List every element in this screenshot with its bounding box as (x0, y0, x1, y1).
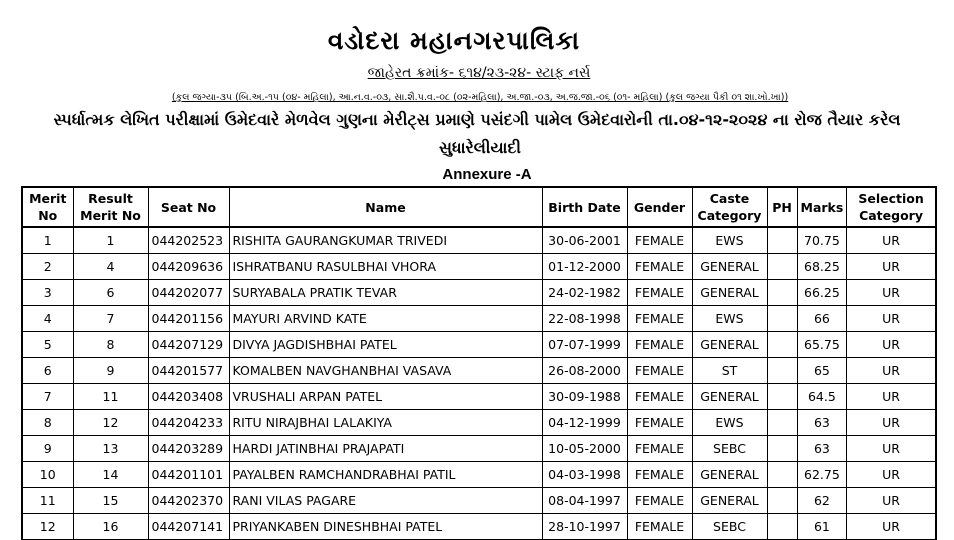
cell-ph (767, 358, 797, 384)
cell-selection-category: UR (847, 384, 936, 410)
cell-seat-no: 044201577 (148, 358, 229, 384)
table-row (22, 358, 936, 384)
cell-caste-category: EWS (692, 227, 767, 254)
table-row (22, 227, 936, 254)
header-name: Name (229, 187, 542, 227)
table-row (22, 410, 936, 436)
table-row (22, 384, 936, 410)
cell-seat-no: 044202523 (148, 227, 229, 254)
annexure-label: Annexure -A (442, 166, 532, 183)
cell-selection-category: UR (847, 462, 936, 488)
cell-birth-date: 08-04-1997 (542, 488, 627, 514)
cell-marks: 62 (797, 488, 847, 514)
table-row (22, 514, 936, 540)
cell-name: VRUSHALI ARPAN PATEL (229, 384, 542, 410)
cell-marks: 66.25 (797, 280, 847, 306)
cell-marks: 62.75 (797, 462, 847, 488)
cell-ph (767, 332, 797, 358)
cell-marks: 65 (797, 358, 847, 384)
cell-birth-date: 28-10-1997 (542, 514, 627, 540)
cell-caste-category: ST (692, 358, 767, 384)
cell-marks: 66 (797, 306, 847, 332)
cell-gender: FEMALE (627, 280, 692, 306)
cell-result-merit-no: 1 (73, 227, 148, 254)
cell-caste-category: EWS (692, 306, 767, 332)
cell-name: MAYURI ARVIND KATE (229, 306, 542, 332)
cell-gender: FEMALE (627, 227, 692, 254)
posts-breakup: (કુલ જગ્યા-૩૫ (બિ.અ.-૧૫ (૦૪- મહિલા), આ.ન.વ.-૦૩, સા.શૈ.પ.વ.-૦૮ (૦૨-મહિલા), અ.જા.-૦૩, અ.જ.જા.-૦૬ (૦૧- મહિલા) (કુલ જગ્યા પૈકી ૦૧ શા.ખો.ખા)) (171, 92, 789, 103)
cell-merit-no: 1 (22, 227, 73, 254)
cell-result-merit-no: 14 (73, 462, 148, 488)
cell-name: DIVYA JAGDISHBHAI PATEL (229, 332, 542, 358)
cell-caste-category: GENERAL (692, 462, 767, 488)
cell-ph (767, 384, 797, 410)
cell-seat-no: 044201156 (148, 306, 229, 332)
cell-marks: 61 (797, 514, 847, 540)
cell-caste-category: GENERAL (692, 280, 767, 306)
cell-gender: FEMALE (627, 384, 692, 410)
cell-seat-no: 044207141 (148, 514, 229, 540)
cell-gender: FEMALE (627, 358, 692, 384)
cell-merit-no: 2 (22, 254, 73, 280)
cell-birth-date: 04-12-1999 (542, 410, 627, 436)
cell-marks: 64.5 (797, 384, 847, 410)
cell-name: RITU NIRAJBHAI LALAKIYA (229, 410, 542, 436)
cell-selection-category: UR (847, 436, 936, 462)
cell-name: ISHRATBANU RASULBHAI VHORA (229, 254, 542, 280)
cell-birth-date: 30-09-1988 (542, 384, 627, 410)
cell-seat-no: 044203289 (148, 436, 229, 462)
cell-ph (767, 436, 797, 462)
cell-birth-date: 07-07-1999 (542, 332, 627, 358)
cell-birth-date: 01-12-2000 (542, 254, 627, 280)
header-seat-no: Seat No (148, 187, 229, 227)
cell-ph (767, 462, 797, 488)
table-row (22, 306, 936, 332)
cell-merit-no: 7 (22, 384, 73, 410)
cell-ph (767, 410, 797, 436)
cell-ph (767, 254, 797, 280)
cell-caste-category: SEBC (692, 514, 767, 540)
cell-name: KOMALBEN NAVGHANBHAI VASAVA (229, 358, 542, 384)
table-row (22, 332, 936, 358)
cell-name: PRIYANKABEN DINESHBHAI PATEL (229, 514, 542, 540)
cell-caste-category: SEBC (692, 436, 767, 462)
cell-result-merit-no: 6 (73, 280, 148, 306)
cell-ph (767, 227, 797, 254)
cell-result-merit-no: 13 (73, 436, 148, 462)
cell-result-merit-no: 15 (73, 488, 148, 514)
cell-birth-date: 24-02-1982 (542, 280, 627, 306)
merit-list-table (21, 186, 937, 540)
cell-selection-category: UR (847, 410, 936, 436)
cell-marks: 65.75 (797, 332, 847, 358)
cell-selection-category: UR (847, 254, 936, 280)
cell-selection-category: UR (847, 332, 936, 358)
cell-seat-no: 044202370 (148, 488, 229, 514)
cell-gender: FEMALE (627, 462, 692, 488)
table-row (22, 436, 936, 462)
header-caste-category: Caste Category (692, 187, 767, 227)
organization-title: વડોદરા મહાનગરપાલિકા (327, 26, 581, 55)
table-header-row (22, 187, 936, 227)
cell-result-merit-no: 9 (73, 358, 148, 384)
cell-name: PAYALBEN RAMCHANDRABHAI PATIL (229, 462, 542, 488)
cell-merit-no: 8 (22, 410, 73, 436)
cell-marks: 63 (797, 436, 847, 462)
cell-birth-date: 22-08-1998 (542, 306, 627, 332)
cell-result-merit-no: 7 (73, 306, 148, 332)
cell-marks: 63 (797, 410, 847, 436)
cell-name: RISHITA GAURANGKUMAR TRIVEDI (229, 227, 542, 254)
header-selection-category: Selection Category (847, 187, 936, 227)
cell-selection-category: UR (847, 514, 936, 540)
table-row (22, 462, 936, 488)
header-merit-no: Merit No (22, 187, 73, 227)
cell-name: RANI VILAS PAGARE (229, 488, 542, 514)
cell-seat-no: 044201101 (148, 462, 229, 488)
table-row (22, 488, 936, 514)
cell-ph (767, 488, 797, 514)
cell-seat-no: 044207129 (148, 332, 229, 358)
cell-seat-no: 044204233 (148, 410, 229, 436)
cell-result-merit-no: 11 (73, 384, 148, 410)
cell-caste-category: GENERAL (692, 332, 767, 358)
cell-birth-date: 26-08-2000 (542, 358, 627, 384)
cell-selection-category: UR (847, 306, 936, 332)
cell-gender: FEMALE (627, 514, 692, 540)
cell-seat-no: 044203408 (148, 384, 229, 410)
cell-birth-date: 10-05-2000 (542, 436, 627, 462)
cell-merit-no: 3 (22, 280, 73, 306)
cell-marks: 70.75 (797, 227, 847, 254)
cell-merit-no: 5 (22, 332, 73, 358)
cell-selection-category: UR (847, 280, 936, 306)
header-birth-date: Birth Date (542, 187, 627, 227)
cell-merit-no: 11 (22, 488, 73, 514)
cell-gender: FEMALE (627, 332, 692, 358)
list-subheading: સુધારેલીયાદી (439, 138, 521, 157)
cell-seat-no: 044202077 (148, 280, 229, 306)
header-result-merit-no: Result Merit No (73, 187, 148, 227)
header-gender: Gender (627, 187, 692, 227)
cell-merit-no: 10 (22, 462, 73, 488)
cell-ph (767, 306, 797, 332)
list-heading: સ્પર્ધાત્મક લેખિત પરીક્ષામાં ઉમેદવારે મેળવેલ ગુણના મેરીટ્સ પ્રમાણે પસંદગી પામેલ ઉમેદવારોની તા.૦૪-૧૨-૨૦૨૪ ના રોજ તૈયાર કરેલ (53, 110, 901, 129)
cell-birth-date: 30-06-2001 (542, 227, 627, 254)
table-row (22, 254, 936, 280)
cell-caste-category: GENERAL (692, 384, 767, 410)
cell-result-merit-no: 16 (73, 514, 148, 540)
cell-name: HARDI JATINBHAI PRAJAPATI (229, 436, 542, 462)
cell-merit-no: 6 (22, 358, 73, 384)
cell-seat-no: 044209636 (148, 254, 229, 280)
cell-gender: FEMALE (627, 410, 692, 436)
cell-name: SURYABALA PRATIK TEVAR (229, 280, 542, 306)
cell-gender: FEMALE (627, 436, 692, 462)
cell-selection-category: UR (847, 358, 936, 384)
cell-ph (767, 280, 797, 306)
cell-ph (767, 514, 797, 540)
cell-gender: FEMALE (627, 254, 692, 280)
advertisement-number: જાહેરત ક્રમાંક- ૬૧૪/૨૩-૨૪- સ્ટાફ નર્સ (367, 65, 591, 81)
cell-caste-category: EWS (692, 410, 767, 436)
cell-merit-no: 4 (22, 306, 73, 332)
cell-selection-category: UR (847, 227, 936, 254)
table-row (22, 280, 936, 306)
cell-caste-category: GENERAL (692, 488, 767, 514)
cell-caste-category: GENERAL (692, 254, 767, 280)
cell-result-merit-no: 4 (73, 254, 148, 280)
cell-selection-category: UR (847, 488, 936, 514)
cell-result-merit-no: 8 (73, 332, 148, 358)
header-marks: Marks (797, 187, 847, 227)
cell-merit-no: 9 (22, 436, 73, 462)
cell-merit-no: 12 (22, 514, 73, 540)
cell-gender: FEMALE (627, 306, 692, 332)
cell-marks: 68.25 (797, 254, 847, 280)
cell-gender: FEMALE (627, 488, 692, 514)
cell-result-merit-no: 12 (73, 410, 148, 436)
cell-birth-date: 04-03-1998 (542, 462, 627, 488)
header-ph: PH (767, 187, 797, 227)
